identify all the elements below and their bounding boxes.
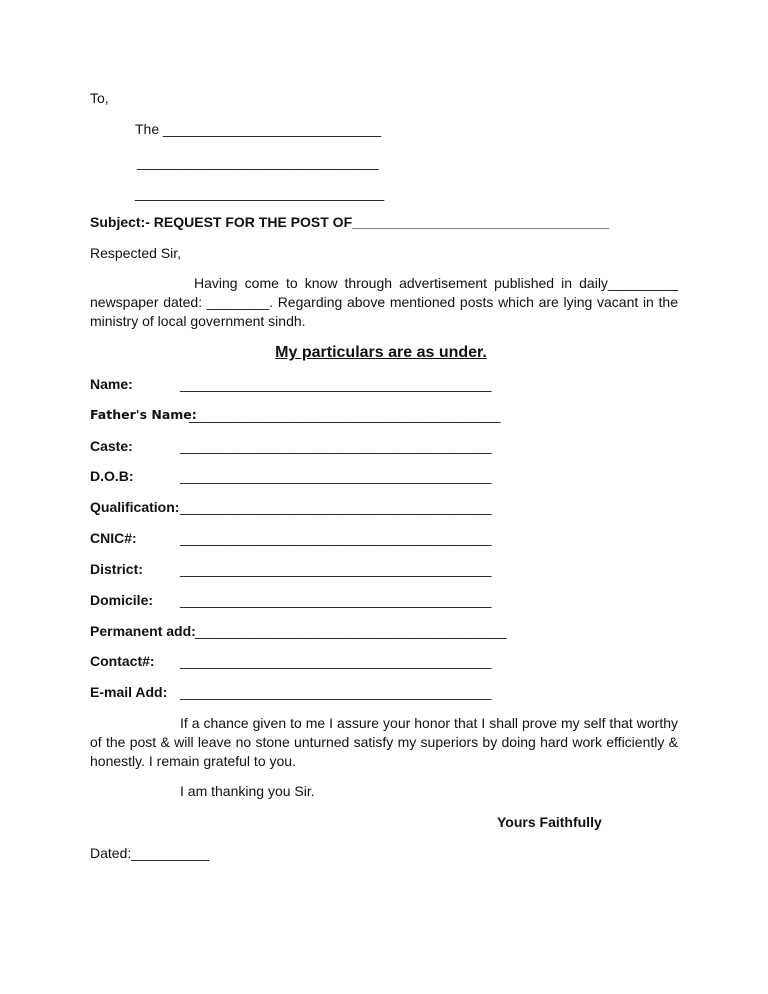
particulars-heading (0, 343, 768, 363)
particulars-heading-text: My particulars are as under. (275, 344, 487, 361)
dated-line: Dated:__________ (90, 845, 210, 861)
field-line-district[interactable]: ________________________________________ (180, 561, 492, 577)
closing-line: Yours Faithfully (497, 814, 602, 830)
field-label-caste: Caste: (90, 438, 133, 454)
field-line-fathers-name[interactable]: ________________________________________ (189, 407, 501, 423)
field-line-permanent-address[interactable]: ________________________________________ (195, 623, 507, 639)
field-line-dob[interactable]: ________________________________________ (180, 468, 492, 484)
field-line-qualification[interactable]: ________________________________________ (180, 499, 492, 515)
field-line-domicile[interactable]: ________________________________________ (180, 592, 492, 608)
field-line-caste[interactable]: ________________________________________ (180, 438, 492, 454)
field-label-district: District: (90, 561, 143, 577)
thanks-line: I am thanking you Sir. (180, 783, 315, 799)
field-label-dob: D.O.B: (90, 468, 134, 484)
field-label-fathers-name: Father's Name: (90, 407, 197, 422)
field-label-qualification: Qualification: (90, 499, 180, 515)
to-line: To, (90, 90, 109, 106)
field-label-domicile: Domicile: (90, 592, 154, 608)
salutation: Respected Sir, (90, 245, 182, 261)
assurance-paragraph: If a chance given to me I assure your honor that I shall prove my self that worthy of the post & will leave no stone unturned satisfy my superiors by doing hard work efficiently & honestly. I remain grateful to you. (90, 715, 678, 769)
subject-line: Subject:- REQUEST FOR THE POST OF_________________________________ (90, 214, 610, 230)
address-line-2: _______________________________ (137, 154, 379, 170)
field-label-permanent-address: Permanent add: (90, 623, 196, 639)
field-label-contact: Contact#: (90, 653, 155, 669)
address-line-1: The ____________________________ (135, 121, 382, 137)
field-label-name: Name: (90, 376, 133, 392)
field-line-cnic[interactable]: ________________________________________ (180, 530, 492, 546)
intro-paragraph: Having come to know through advertisement published in daily_________ newspaper dated: ________. Regarding above mentioned posts which are lying vacant in the ministry of local government sindh. (90, 275, 678, 329)
field-line-contact[interactable]: ________________________________________ (180, 653, 492, 669)
field-label-cnic: CNIC#: (90, 530, 137, 546)
address-line-3: ________________________________ (135, 185, 385, 201)
field-line-name[interactable]: ________________________________________ (180, 376, 492, 392)
field-label-email: E-mail Add: (90, 684, 168, 700)
field-line-email[interactable]: ________________________________________ (180, 684, 492, 700)
